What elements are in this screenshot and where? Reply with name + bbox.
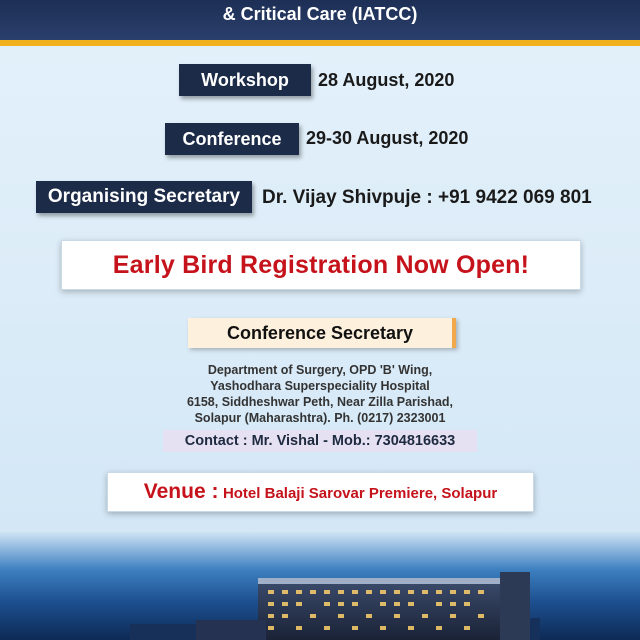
venue-box (107, 472, 534, 512)
header-title: & Critical Care (IATCC) (222, 4, 418, 24)
secretary-address (140, 362, 500, 426)
early-bird-banner: Early Bird Registration Now Open! (61, 240, 581, 290)
address-line: Yashodhara Superspeciality Hospital (210, 379, 430, 393)
workshop-label: Workshop (179, 64, 311, 96)
conference-date: 29-30 August, 2020 (306, 128, 469, 148)
hotel-building-image (0, 532, 640, 640)
venue-label: Venue : (143, 480, 219, 503)
contact-info: Contact : Mr. Vishal - Mob.: 7304816633 (163, 430, 477, 452)
hotel-photo (0, 532, 640, 640)
conference-secretary-title: Conference Secretary (188, 318, 456, 348)
organising-secretary-label: Organising Secretary (36, 181, 252, 213)
venue-value: Hotel Balaji Sarovar Premiere, Solapur (222, 485, 498, 502)
conference-label: Conference (165, 123, 299, 155)
address-line: 6158, Siddheshwar Peth, Near Zilla Parishad, (186, 395, 454, 409)
header-banner (0, 0, 640, 46)
workshop-date: 28 August, 2020 (318, 70, 455, 90)
address-line: Department of Surgery, OPD 'B' Wing, (207, 363, 433, 377)
address-line: Solapur (Maharashtra). Ph. (0217) 2323001 (194, 411, 446, 425)
organising-secretary-value: Dr. Vijay Shivpuje : +91 9422 069 801 (262, 187, 592, 208)
